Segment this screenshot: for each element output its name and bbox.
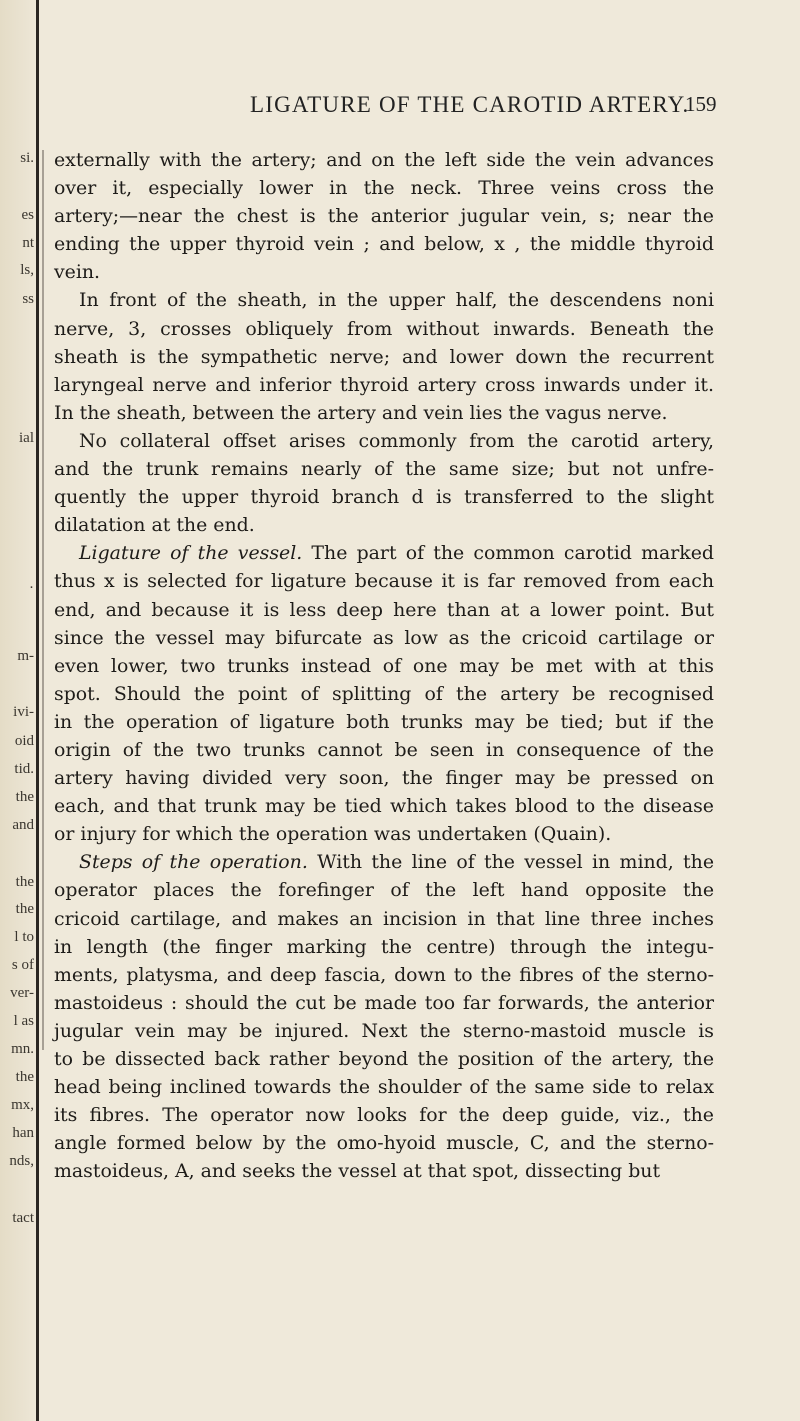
line-text: spot. Should the point of splitting of the artery be recognised xyxy=(54,682,714,705)
text-line xyxy=(54,511,714,539)
text-line xyxy=(54,427,714,455)
line-text: even lower, two trunks instead of one may be met with at this xyxy=(54,654,714,677)
line-text: each, and that trunk may be tied which takes blood to the disease xyxy=(54,795,714,818)
binding-shadow xyxy=(42,150,44,1050)
margin-fragment: the xyxy=(15,901,34,917)
text-line xyxy=(54,680,714,708)
binding-edge xyxy=(36,0,39,1421)
line-text: over it, especially lower in the neck. Three veins cross the xyxy=(54,177,714,200)
text-line xyxy=(54,1073,714,1101)
line-text: mastoideus : should the cut be made too far forwards, the anterior xyxy=(54,991,714,1014)
margin-fragment: nt xyxy=(22,235,34,251)
text-line xyxy=(54,596,714,624)
text-line xyxy=(54,933,714,961)
line-text: thus x is selected for ligature because it is far removed from each xyxy=(54,570,714,593)
margin-fragment: oid xyxy=(14,733,34,749)
line-text: No collateral offset arises commonly from the carotid artery, xyxy=(79,429,714,452)
margin-fragment: · xyxy=(29,580,34,596)
paragraph xyxy=(54,539,714,848)
line-text: quently the upper thyroid branch d is transferred to the slight xyxy=(54,486,714,509)
line-text: sheath is the sympathetic nerve; and lower down the recurrent xyxy=(54,345,714,368)
line-text: In the sheath, between the artery and vein lies the vagus nerve. xyxy=(54,401,668,424)
margin-fragment: mx, xyxy=(11,1097,34,1113)
line-text: externally with the artery; and on the left side the vein advances xyxy=(54,149,714,171)
line-text: nerve, 3, crosses obliquely from without inwards. Beneath the xyxy=(54,317,714,340)
text-line xyxy=(54,258,714,286)
text-line xyxy=(54,708,714,736)
line-text: laryngeal nerve and inferior thyroid artery cross inwards under it. xyxy=(54,373,714,396)
text-line xyxy=(54,399,714,427)
body-text xyxy=(54,146,714,1185)
margin-fragment: the xyxy=(15,789,34,805)
text-line xyxy=(54,174,714,202)
paragraph xyxy=(54,146,714,286)
line-text: cricoid cartilage, and makes an incision in that line three inches xyxy=(54,907,714,930)
margin-fragment: es xyxy=(21,207,34,223)
margin-fragment: mn. xyxy=(11,1041,34,1057)
text-line xyxy=(54,343,714,371)
text-line xyxy=(54,146,714,174)
margin-fragment: the xyxy=(15,874,34,890)
text-line xyxy=(54,1101,714,1129)
margin-fragment: tact xyxy=(12,1210,34,1226)
text-line xyxy=(54,1129,714,1157)
page-header xyxy=(0,92,800,122)
text-line xyxy=(54,483,714,511)
margin-fragment: ss xyxy=(22,291,34,307)
line-text: The part of the common carotid marked xyxy=(302,542,714,565)
paragraph xyxy=(54,427,714,539)
line-text: dilatation at the end. xyxy=(54,514,255,537)
margin-fragment: l as xyxy=(13,1013,34,1029)
line-text: ments, platysma, and deep fascia, down to the fibres of the sterno- xyxy=(54,963,714,986)
text-line xyxy=(54,539,714,567)
line-text: its fibres. The operator now looks for the deep guide, viz., the xyxy=(54,1104,714,1127)
text-line xyxy=(54,567,714,595)
italic-heading: Steps of the operation. xyxy=(79,851,308,874)
line-text: mastoideus, A, and seeks the vessel at that spot, dissecting but xyxy=(54,1160,661,1183)
line-text: head being inclined towards the shoulder of the same side to relax xyxy=(54,1076,714,1099)
paragraph xyxy=(54,286,714,426)
text-line xyxy=(54,792,714,820)
line-text: to be dissected back rather beyond the position of the artery, the xyxy=(54,1048,714,1070)
text-line xyxy=(54,315,714,343)
running-title: LIGATURE OF THE CAROTID ARTERY. xyxy=(250,92,690,117)
margin-fragment: ver- xyxy=(10,985,34,1001)
margin-fragment: ls, xyxy=(20,262,34,278)
text-line xyxy=(54,989,714,1017)
paragraph xyxy=(54,848,714,1185)
line-text: With the line of the vessel in mind, the xyxy=(307,851,714,874)
italic-heading: Ligature of the vessel. xyxy=(79,542,303,565)
text-line xyxy=(54,876,714,904)
line-text: angle formed below by the omo-hyoid muscle, C, and the sterno- xyxy=(54,1132,714,1155)
margin-fragment: m- xyxy=(17,648,34,664)
text-line xyxy=(54,736,714,764)
line-text: ending the upper thyroid vein ; and below, x , the middle thyroid xyxy=(54,233,714,256)
text-line xyxy=(54,820,714,848)
line-text: or injury for which the operation was undertaken (Quain). xyxy=(54,823,612,846)
margin-fragment: the xyxy=(15,1069,34,1085)
line-text: artery;—near the chest is the anterior jugular vein, s; near the xyxy=(54,205,714,228)
line-text: vein. xyxy=(54,261,101,284)
text-line xyxy=(54,1017,714,1045)
margin-fragment: s of xyxy=(11,957,34,973)
line-text: In front of the sheath, in the upper half, the descendens noni xyxy=(79,289,714,312)
page-number: 159 xyxy=(685,92,717,116)
text-line xyxy=(54,455,714,483)
text-line xyxy=(54,652,714,680)
line-text: in length (the finger marking the centre) through the integu- xyxy=(54,935,714,958)
margin-fragment: l to xyxy=(14,929,34,945)
margin-fragment: tid. xyxy=(14,761,34,777)
text-line xyxy=(54,286,714,314)
line-text: since the vessel may bifurcate as low as the cricoid cartilage or xyxy=(54,626,714,649)
text-line xyxy=(54,764,714,792)
text-line xyxy=(54,202,714,230)
text-line xyxy=(54,624,714,652)
line-text: and the trunk remains nearly of the same size; but not unfre- xyxy=(54,458,714,481)
text-line xyxy=(54,961,714,989)
margin-fragment: ivi- xyxy=(13,704,34,720)
text-line xyxy=(54,1045,714,1073)
line-text: in the operation of ligature both trunks may be tied; but if the xyxy=(54,710,714,733)
text-line xyxy=(54,848,714,876)
line-text: origin of the two trunks cannot be seen in consequence of the xyxy=(54,738,714,761)
text-line xyxy=(54,1157,714,1185)
margin-fragment: han xyxy=(12,1125,34,1141)
line-text: artery having divided very soon, the finger may be pressed on xyxy=(54,767,714,790)
line-text: operator places the forefinger of the left hand opposite the xyxy=(54,879,714,902)
line-text: jugular vein may be injured. Next the sterno-mastoid muscle is xyxy=(54,1019,714,1042)
text-line xyxy=(54,230,714,258)
text-line xyxy=(54,371,714,399)
margin-fragment: and xyxy=(12,817,34,833)
margin-fragment: nds, xyxy=(9,1153,34,1169)
margin-fragment: si. xyxy=(20,150,34,166)
text-line xyxy=(54,905,714,933)
margin-fragment: ial xyxy=(19,430,34,446)
line-text: end, and because it is less deep here than at a lower point. But xyxy=(54,598,714,621)
